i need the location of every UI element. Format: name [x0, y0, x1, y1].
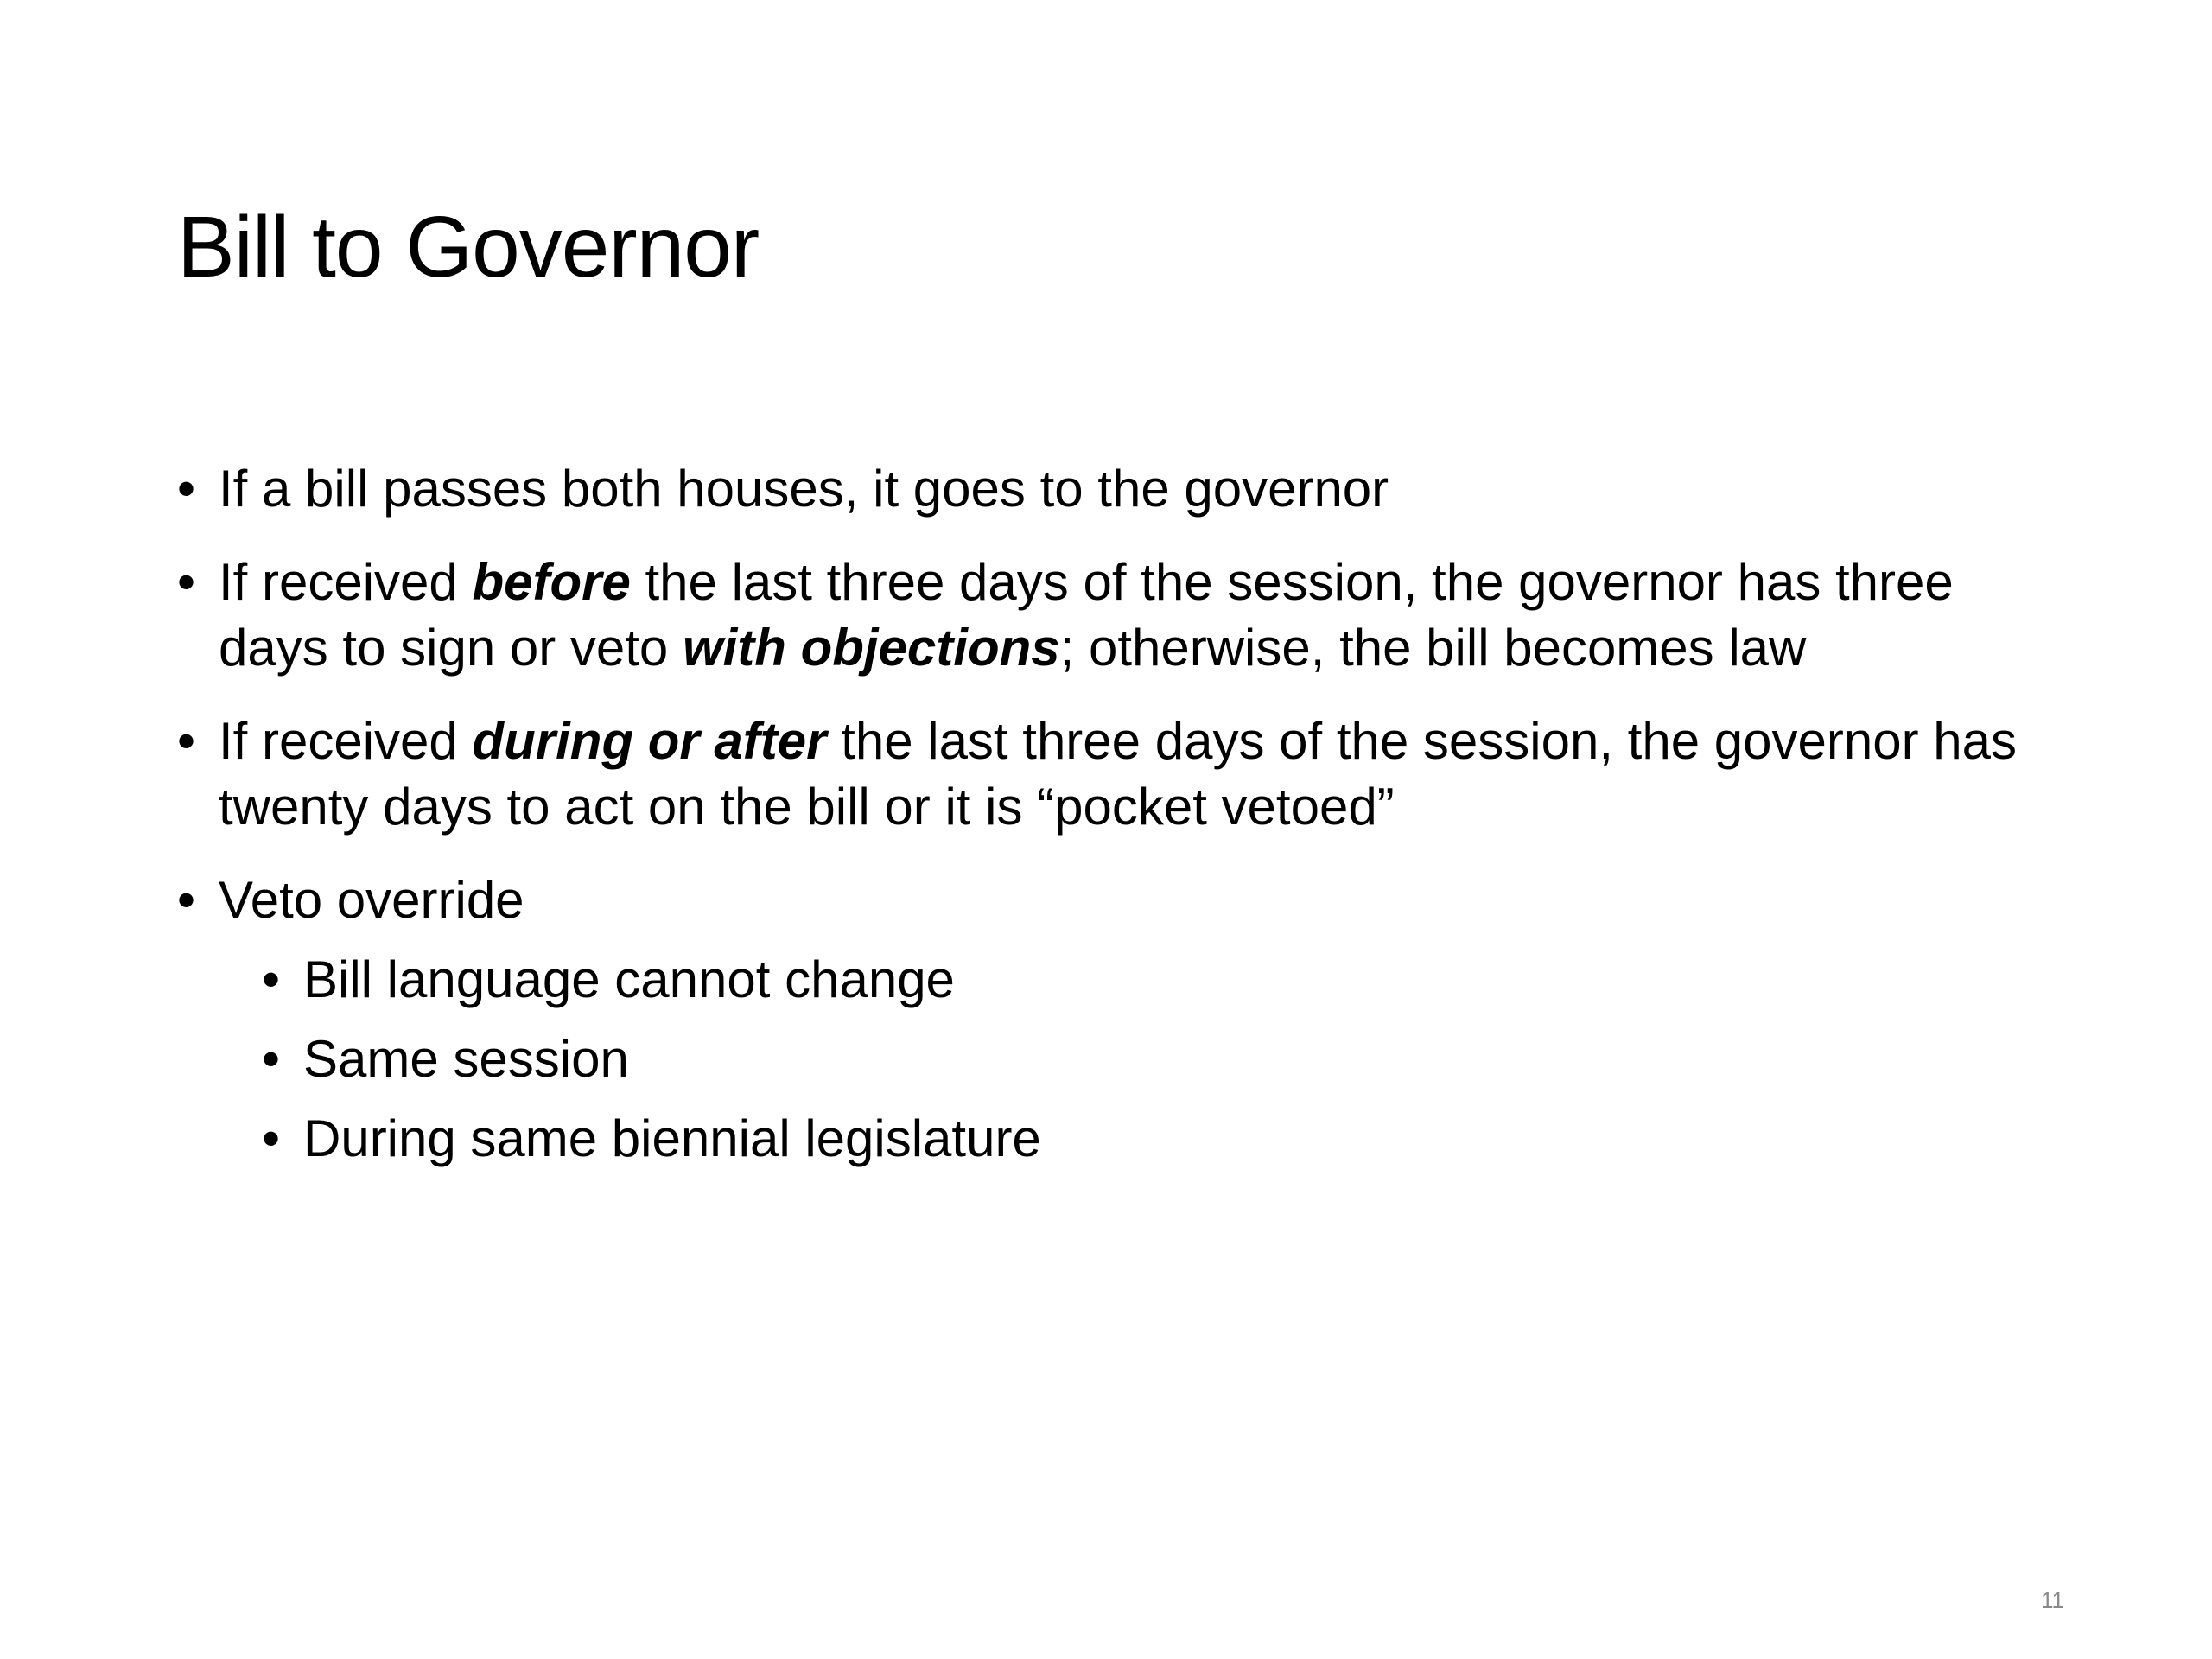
sub-bullet-item	[262, 1027, 2035, 1092]
emphasis-text: during or after	[472, 712, 827, 770]
bullet-list	[177, 456, 2035, 1185]
bullet-item	[177, 550, 2035, 681]
bullet-text: If received	[219, 553, 473, 611]
sub-bullet-text: Same session	[303, 1030, 629, 1088]
bullet-item	[177, 709, 2035, 840]
bullet-item	[177, 456, 2035, 522]
bullet-text: Veto override	[219, 871, 524, 929]
sub-bullet-text: During same biennial legislature	[303, 1109, 1041, 1167]
bullet-text: the last three days of the session, the governor has twenty days to act on the bill or it is “pocket vetoed”	[219, 712, 2017, 836]
sub-bullet-item	[262, 1106, 2035, 1172]
bullet-text: the last three days of the session, the governor has three days to sign or veto	[219, 553, 1954, 677]
emphasis-text: before	[472, 553, 631, 611]
emphasis-text: with objections	[682, 619, 1060, 677]
bullet-text: If a bill passes both houses, it goes to the governor	[219, 460, 1389, 518]
sub-bullet-item	[262, 947, 2035, 1013]
bullet-item	[177, 868, 2035, 933]
bullet-text: If received	[219, 712, 473, 770]
page-number: 11	[2041, 1587, 2064, 1613]
bullet-text: ; otherwise, the bill becomes law	[1059, 619, 1807, 677]
sub-bullet-text: Bill language cannot change	[303, 950, 955, 1008]
slide-title: Bill to Governor	[177, 199, 760, 296]
